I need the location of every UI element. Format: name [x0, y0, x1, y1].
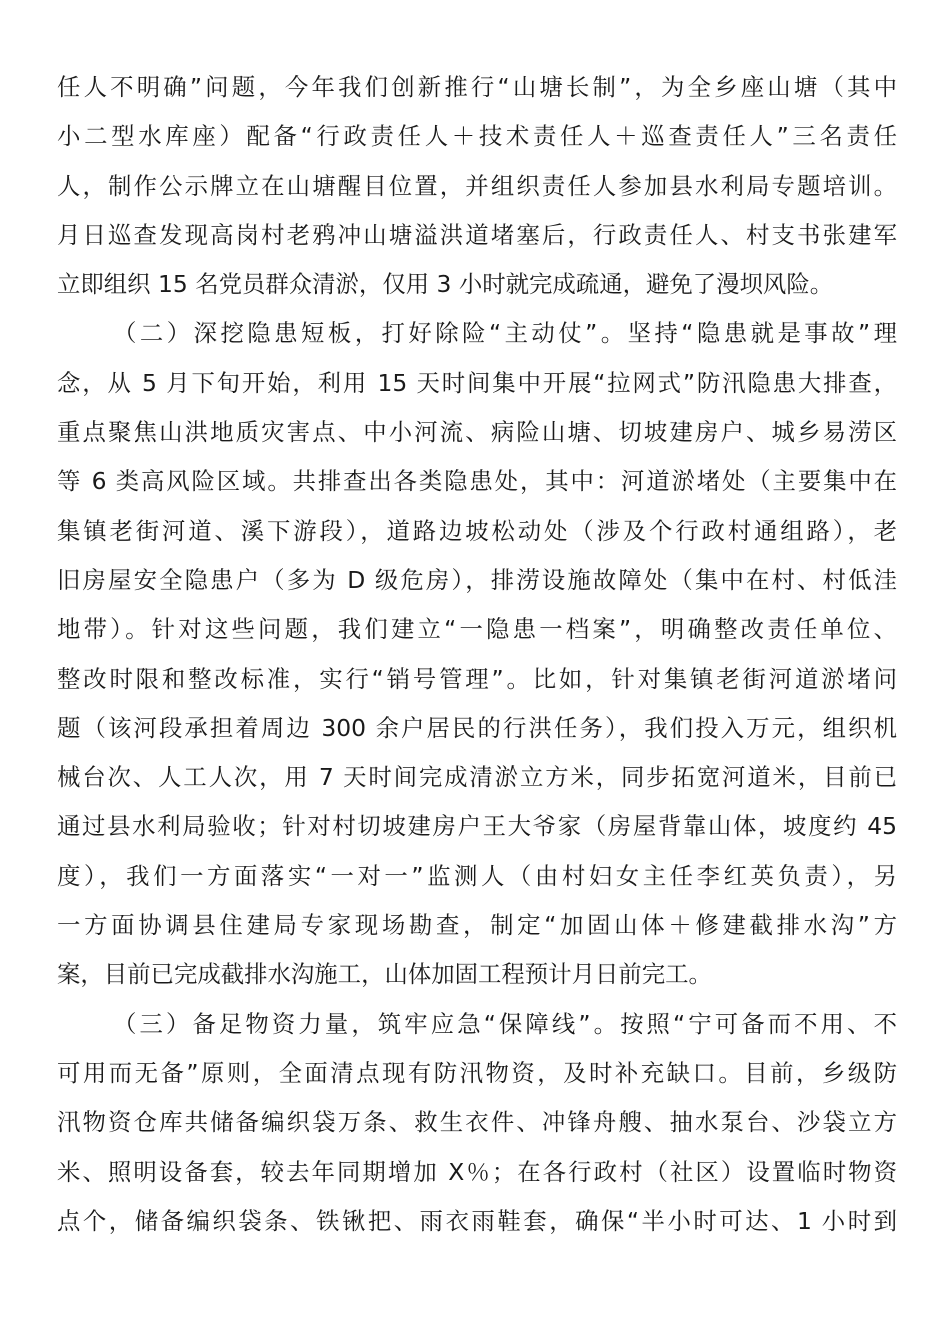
text-line: 可用而无备”原则，全面清点现有防汛物资，及时补充缺口。目前，乡级防 — [57, 1058, 897, 1087]
text-line: 人，制作公示牌立在山塘醒目位置，并组织责任人参加县水利局专题培训。 — [57, 171, 897, 200]
text-line: 一方面协调县住建局专家现场勘查，制定“加固山体＋修建截排水沟”方 — [57, 911, 897, 940]
section-heading-line: （二）深挖隐患短板，打好除险“主动仗”。坚持“隐患就是事故”理 — [113, 319, 897, 348]
text-line: 题（该河段承担着周边 300 余户居民的行洪任务），我们投入万元，组织机 — [57, 713, 897, 742]
text-line: 立即组织 15 名党员群众清淤，仅用 3 小时就完成疏通，避免了漫坝风险。 — [57, 270, 834, 299]
text-line: 任人不明确”问题，今年我们创新推行“山塘长制”，为全乡座山塘（其中 — [57, 73, 897, 101]
text-line: 米、照明设备套，较去年同期增加 X％；在各行政村（社区）设置临时物资 — [57, 1157, 897, 1186]
text-line: 整改时限和整改标准，实行“销号管理”。比如，针对集镇老街河道淤堵问 — [57, 664, 897, 693]
text-line: 通过县水利局验收；针对村切坡建房户王大爷家（房屋背靠山体，坡度约 45 — [57, 812, 897, 841]
section-heading-line: （三）备足物资力量，筑牢应急“保障线”。按照“宁可备而不用、不 — [113, 1009, 897, 1038]
text-line: 械台次、人工人次，用 7 天时间完成清淤立方米，同步拓宽河道米，目前已 — [57, 763, 897, 792]
text-line: 小二型水库座）配备“行政责任人＋技术责任人＋巡查责任人”三名责任 — [57, 122, 897, 151]
text-line: 月日巡查发现高岗村老鸦冲山塘溢洪道堵塞后，行政责任人、村支书张建军 — [57, 220, 897, 249]
text-line: 案，目前已完成截排水沟施工，山体加固工程预计月日前完工。 — [57, 960, 712, 989]
text-line: 点个，储备编织袋条、铁锹把、雨衣雨鞋套，确保“半小时可达、1 小时到 — [57, 1206, 897, 1235]
text-line: 念，从 5 月下旬开始，利用 15 天时间集中开展“拉网式”防汛隐患大排查， — [57, 368, 897, 397]
text-line: 重点聚焦山洪地质灾害点、中小河流、病险山塘、切坡建房户、城乡易涝区 — [57, 418, 897, 447]
text-line: 汛物资仓库共储备编织袋万条、救生衣件、冲锋舟艘、抽水泵台、沙袋立方 — [57, 1108, 897, 1137]
text-line: 集镇老街河道、溪下游段），道路边坡松动处（涉及个行政村通组路），老 — [57, 516, 897, 545]
text-line: 度），我们一方面落实“一对一”监测人（由村妇女主任李红英负责），另 — [57, 861, 897, 890]
text-line: 等 6 类高风险区域。共排查出各类隐患处，其中：河道淤堵处（主要集中在 — [57, 467, 897, 496]
text-line: 旧房屋安全隐患户（多为 D 级危房），排涝设施故障处（集中在村、村低洼 — [57, 565, 897, 594]
body-text — [57, 63, 897, 1246]
text-line: 地带）。针对这些问题，我们建立“一隐患一档案”，明确整改责任单位、 — [57, 615, 897, 644]
